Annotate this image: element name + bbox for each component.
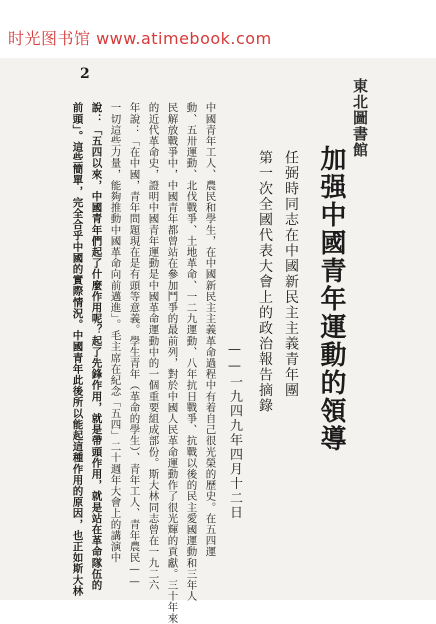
- body-column-6: 一切這些力量，能夠推動中國革命向前邁進」。毛主席在紀念「五四」二十週年大會上的講演中: [109, 102, 122, 563]
- watermark-banner: [0, 0, 436, 58]
- body-column-8: 前頭」。這些簡單，完全合乎中國的實際情況。中國青年此後所以能起這種作用的原因，也正如斯大林: [71, 102, 84, 597]
- article-byline: 任弼時同志在中國新民主主義青年團: [283, 150, 299, 398]
- site-watermark: 时光图书馆 www.atimebook.com: [8, 29, 272, 48]
- library-stamp: 東北圖書館: [351, 78, 369, 158]
- page-number: 2: [80, 66, 90, 82]
- body-column-5: 年說：「在中國，青年問題現在是有頭等意義。學生青年（革命的學生）、青年工人、青年農民——: [128, 102, 141, 589]
- body-column-2: 動、五卅運動、北伐戰爭、土地革命、一二九運動、八年抗日戰爭、抗戰以後的民主愛國運動和三年人: [185, 102, 198, 602]
- body-column-1: 中國青年工人、農民和學生，在中國新民主主義革命過程中有着自己很光榮的歷史。在五四運: [204, 102, 217, 558]
- body-column-3: 民解放戰爭中，中國青年都曾站在參加鬥爭的最前列，對於中國人民革命運動作了很光輝的貢獻。三十年來: [166, 102, 179, 624]
- article-title: 加强中國青年運動的領導: [316, 145, 346, 453]
- body-column-4: 的近代革命史，證明中國青年運動是中國革命運動中的一個重要組成部份。斯大林同志曾在一九二六: [147, 102, 160, 591]
- article-dateline: ——一九四九年四月十二日: [227, 342, 242, 520]
- article-subtitle: 第一次全國代表大會上的政治報告摘錄: [257, 150, 273, 414]
- body-column-7: 說：「五四以來，中國青年們起了什麼作用呢？起了先鋒作用，就是帶頭作用，就是站在革命隊伍的: [90, 102, 103, 591]
